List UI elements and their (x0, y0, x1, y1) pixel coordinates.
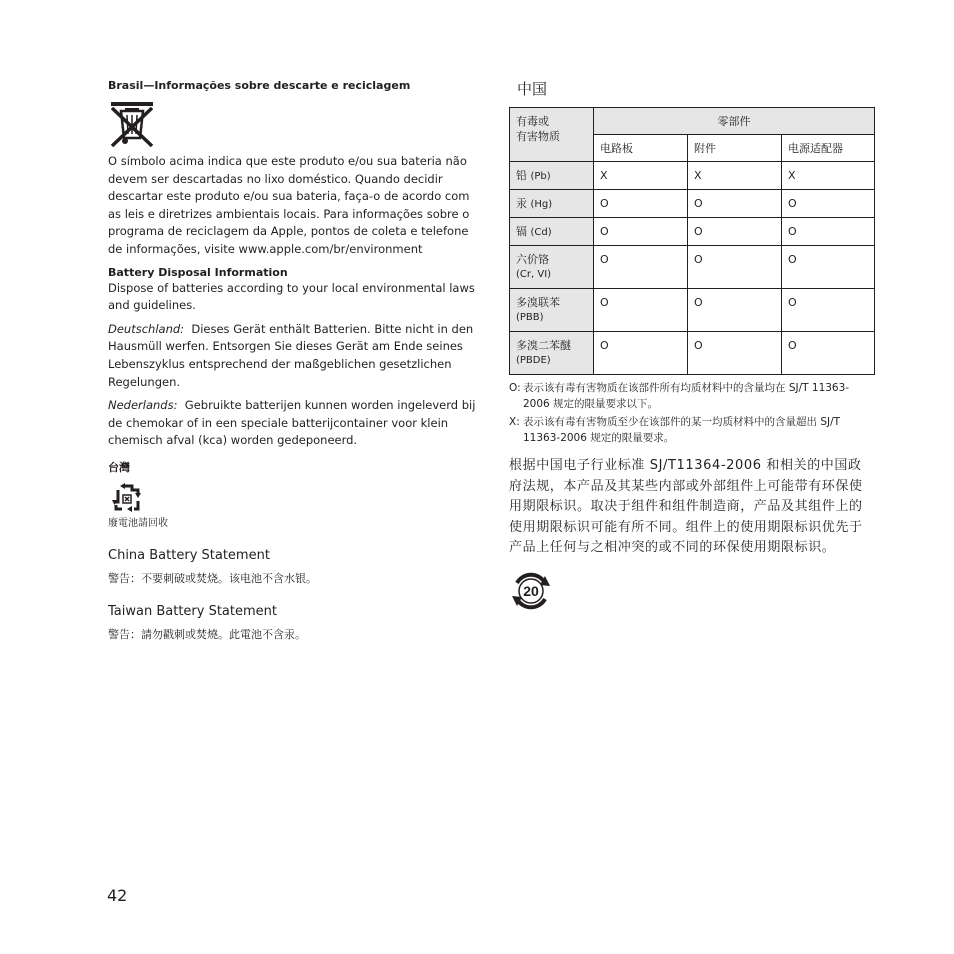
nederlands-label: Nederlands: (108, 398, 178, 413)
value-cell: O (594, 246, 688, 289)
battery-disposal-heading: Battery Disposal Information (108, 265, 288, 279)
left-column (108, 78, 478, 659)
china-section-title: 中国 (517, 80, 548, 98)
hazardous-substances-table (509, 107, 875, 375)
substance-symbol: (Pb) (530, 171, 551, 182)
column-header: 电路板 (594, 135, 688, 162)
substance-name: 多溴联苯 (516, 296, 560, 309)
crossed-out-bin-icon (108, 100, 156, 148)
nederlands-text: Gebruikte batterijen kunnen worden ingeleverd bij de chemokar of in een speciale batterijcontainer voor klein chemisch afval (kca) worden gedeponeerd. (108, 398, 476, 448)
column-header: 电源适配器 (782, 135, 875, 162)
taiwan-battery-heading: Taiwan Battery Statement (108, 603, 277, 619)
page-number: 42 (107, 886, 128, 905)
substance-cell (510, 162, 594, 190)
table-row (510, 332, 875, 375)
taiwan-recycle-icon (108, 481, 148, 517)
brasil-text: O símbolo acima indica que este produto e/ou sua bateria não devem ser descartadas no lixo doméstico. Quando decidir descartar este produto e/ou sua bateria, faça-o de acordo com as leis e diretrizes ambientais locais. Para informações sobre o programa de reciclagem da Apple, pontos de coleta e telefone de informações, visite www.apple.com/br/environment (108, 154, 470, 256)
corner-header-line: 有害物质 (516, 130, 560, 143)
substance-cell (510, 289, 594, 332)
table-notes (509, 381, 875, 446)
china-battery-text: 警告：不要刺破或焚烧。该电池不含水银。 (108, 571, 317, 585)
taiwan-icon-caption: 廢電池請回收 (108, 517, 168, 529)
note-text: 表示该有毒有害物质在该部件所有均质材料中的含量均在 SJ/T 11363-2006 规定的限量要求以下。 (523, 382, 850, 410)
value-cell: O (688, 190, 782, 218)
note-x (509, 415, 875, 446)
value-cell: O (688, 332, 782, 375)
value-cell: O (782, 218, 875, 246)
deutschland-paragraph (108, 321, 478, 391)
environmental-protection-use-period-icon (509, 569, 553, 613)
column-header: 附件 (688, 135, 782, 162)
value-cell: O (688, 218, 782, 246)
environmental-use-period-paragraph: 根据中国电子行业标准 SJ/T11364-2006 和相关的中国政府法规，本产品及其某些内部或外部组件上可能带有环保使用期限标识。取决于组件和组件制造商，产品及其组件上的使用期限标识可能有所不同。组件上的使用期限标识优先于产品上任何与之相冲突的或不同的环保使用期限标识。 (509, 458, 863, 555)
substance-cell (510, 190, 594, 218)
value-cell: O (782, 246, 875, 289)
substance-name: 多溴二苯醚 (516, 339, 571, 352)
table-row (510, 246, 875, 289)
note-text: 表示该有毒有害物质至少在该部件的某一均质材料中的含量超出 SJ/T 11363-2006 规定的限量要求。 (523, 416, 841, 444)
epup-number: 20 (523, 582, 539, 599)
value-cell: O (594, 332, 688, 375)
note-key: X: (509, 416, 520, 428)
deutschland-label: Deutschland: (108, 321, 185, 336)
value-cell: O (594, 190, 688, 218)
nederlands-paragraph (108, 397, 478, 450)
substance-cell (510, 218, 594, 246)
china-battery-heading: China Battery Statement (108, 547, 270, 563)
taiwan-heading: 台灣 (108, 460, 130, 474)
substance-symbol: (PBDE) (516, 355, 551, 366)
substance-symbol: (Cd) (530, 227, 552, 238)
value-cell: O (782, 332, 875, 375)
parts-header: 零部件 (594, 108, 875, 135)
substance-symbol: (Cr, VI) (516, 269, 552, 280)
brasil-heading: Brasil—Informações sobre descarte e reciclagem (108, 79, 411, 92)
deutschland-text: Dieses Gerät enthält Batterien. Bitte nicht in den Hausmüll werfen. Entsorgen Sie dieses Gerät am Ende seines Lebenszyklus entsprechend der maßgeblichen gesetzlichen Regelungen. (108, 321, 474, 389)
substance-name: 六价铬 (516, 253, 549, 266)
corner-header-line: 有毒或 (516, 115, 549, 128)
right-column (509, 78, 875, 613)
substance-name: 铅 (516, 169, 527, 182)
value-cell: O (782, 289, 875, 332)
table-row (510, 162, 875, 190)
value-cell: O (688, 246, 782, 289)
value-cell: X (594, 162, 688, 190)
value-cell: O (594, 218, 688, 246)
substance-symbol: (PBB) (516, 312, 544, 323)
battery-disposal-text: Dispose of batteries according to your local environmental laws and guidelines. (108, 280, 475, 313)
table-row (510, 289, 875, 332)
taiwan-battery-text: 警告：請勿戳刺或焚燒。此電池不含汞。 (108, 627, 306, 641)
substance-cell (510, 246, 594, 289)
value-cell: O (688, 289, 782, 332)
substance-name: 镉 (516, 225, 527, 238)
value-cell: O (782, 190, 875, 218)
table-header-row (510, 108, 875, 135)
table-row (510, 218, 875, 246)
note-key: O: (509, 382, 521, 394)
substance-cell (510, 332, 594, 375)
table-row (510, 190, 875, 218)
value-cell: O (594, 289, 688, 332)
value-cell: X (688, 162, 782, 190)
note-o (509, 381, 875, 412)
substance-name: 汞 (516, 197, 527, 210)
table-corner-header (510, 108, 594, 162)
substance-symbol: (Hg) (530, 199, 553, 210)
value-cell: X (782, 162, 875, 190)
